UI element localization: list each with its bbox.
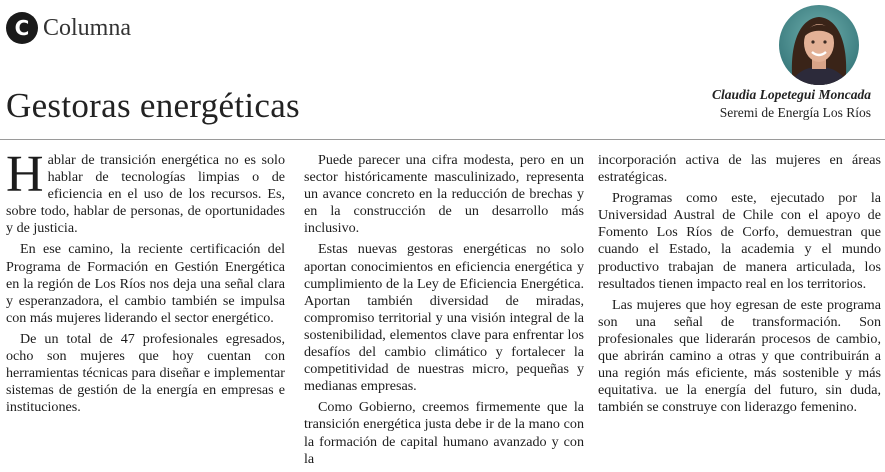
article-column-2: [304, 152, 584, 472]
section-badge-icon: C: [6, 12, 38, 44]
drop-cap: H: [6, 146, 44, 203]
article-title: Gestoras energéticas: [6, 86, 300, 125]
article-paragraph: Puede parecer una cifra modesta, pero en un sector históricamente masculinizado, representa un avance concreto en la reducción de brechas y en la construcción de un desarrollo más inclusivo.: [304, 152, 584, 237]
paragraph-text: ablar de transición energética no es solo hablar de tecnologías limpias o de eficiencia en el uso de los recursos. Es, sobre todo, hablar de personas, de oportunidades y de justicia.: [6, 152, 285, 237]
author-role: Seremi de Energía Los Ríos: [719, 105, 871, 120]
article-paragraph: [6, 146, 285, 237]
section-header: [6, 12, 131, 44]
article-paragraph: En ese camino, la reciente certificación del Programa de Formación en Gestión Energética en la región de Los Ríos nos deja una señal clara y esperanzadora, el cambio también se impulsa con más mujeres liderando el sector energético.: [6, 241, 285, 326]
article-paragraph: incorporación activa de las mujeres en áreas estratégicas.: [598, 152, 881, 186]
article-column-1: [6, 146, 285, 420]
author-photo: [779, 5, 859, 85]
article-column-3: [598, 152, 881, 420]
article-paragraph: De un total de 47 profesionales egresados, ocho son mujeres que hoy cuentan con herramientas técnicas para diseñar e implementar sistemas de gestión de la energía en empresas e instituciones.: [6, 330, 285, 416]
section-label: Columna: [43, 14, 131, 41]
header-divider: [0, 139, 885, 140]
author-portrait-image: [779, 5, 859, 85]
article-paragraph: Como Gobierno, creemos firmemente que la transición energética justa debe ir de la mano con la formación de capital humano avanzado y con la: [304, 399, 584, 467]
article-paragraph: Las mujeres que hoy egresan de este programa son una señal de transformación. Son profesionales que liderarán procesos de cambio, que abrirán camino a otras y que contribuirán a una región más eficiente, más sostenible y más equitativa. ue la energía del futuro, sin duda, también se construye con liderazgo femenino.: [598, 296, 881, 416]
article-paragraph: Programas como este, ejecutado por la Universidad Austral de Chile con el apoyo de Fomento Los Ríos de Corfo, demuestran que cuando el Estado, la academia y el mundo productivo trabajan de manera articulada, los resultados tienen impacto real en los territorios.: [598, 190, 881, 292]
author-name: Claudia Lopetegui Moncada: [711, 87, 871, 102]
article-paragraph: Estas nuevas gestoras energéticas no solo aportan conocimientos en eficiencia energética y cumplimiento de la Ley de Eficiencia Energética. Aportan también diversidad de miradas, compromiso territorial y una visión integral de la sostenibilidad, elementos clave para enfrentar los desafíos del cambio climático y fortalecer la competitividad de nuestras micro, pequeñas y medianas empresas.: [304, 241, 584, 395]
